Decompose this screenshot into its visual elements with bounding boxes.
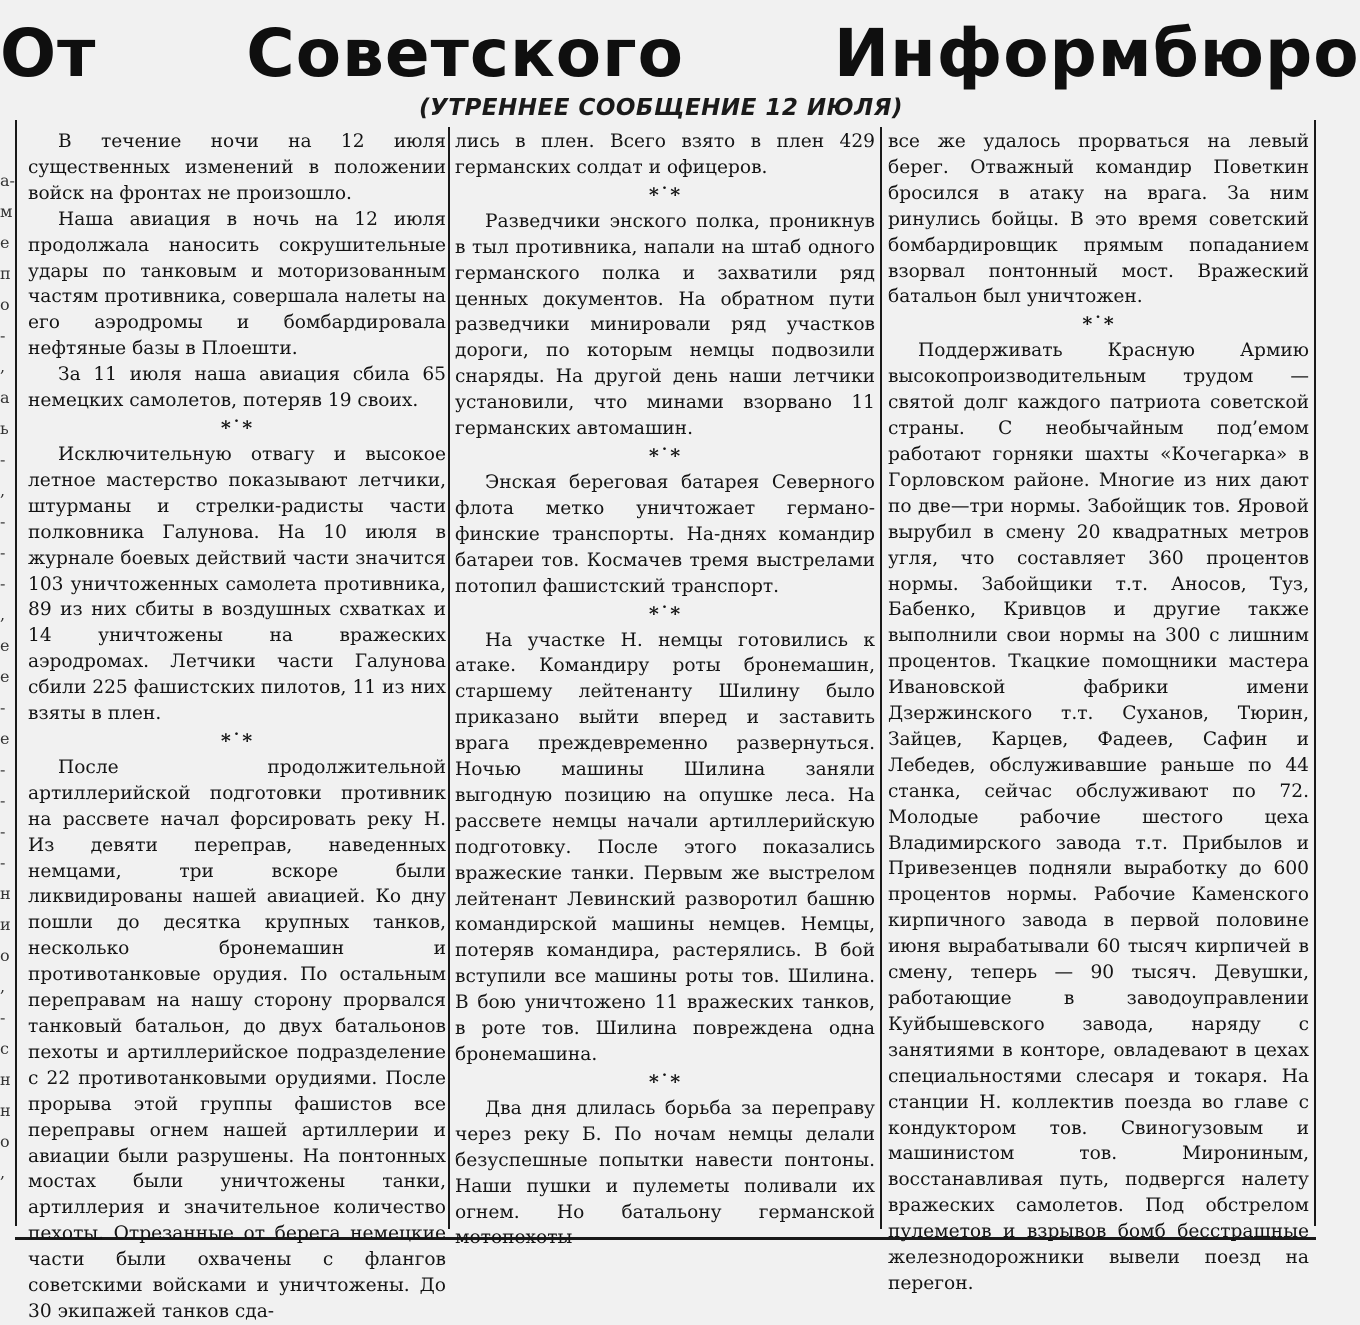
article-paragraph: Поддерживать Красную Армию высокопроизводительным трудом — святой долг каждого патриота советской страны. С необычайным под’емом работают горняки шахты «Кочегарка» в Горловском районе. Многие из них дают по две—три нормы. Забойщик тов. Яровой вырубил в смену 20 квадратных метров угля, что составляет 360 процентов нормы. Забойщики т.т. Аносов, Туз, Бабенко, Кривцов и другие также выполнили свои нормы на 300 с лишним процентов. Ткацкие помощники мастера Ивановской фабрики имени Дзержинского т.т. Суханов, Тюрин, Зайцев, Карцев, Фадеев, Сафин и Лебедев, обслуживавшие раньше по 44 станка, сейчас обслуживают по 72. Молодые рабочие шестого цеха Владимирского завода т.т. Прибылов и Привезенцев подняли выработку до 600 процентов нормы. Рабочие Каменского кирпичного завода в первой половине июня вырабатывали 60 тысяч кирпичей в смену, теперь — 90 тысяч. Девушки, работающие в заводоуправлении Куйбышевского завода, наряду с занятиями в конторе, овладевают в цехах специальностями слесаря и токаря. На станции Н. коллектив поезда во главе с кондуктором тов. Свиногузовым и машинистом тов. Мирониным, восстанавливая путь, подвергся налету вражеских самолетов. Под обстрелом пулеметов и взрывов бомб бесстрашные железнодорожники вывели поезд на перегон. [888,340,1309,1294]
headline: От Советского Информбюро [0,15,1360,92]
section-separator: *˙* [220,729,254,752]
section-separator: *˙* [648,602,682,625]
section-separator: *˙* [220,416,254,439]
section-separator: *˙* [648,183,682,206]
article-paragraph: лись в плен. Всего взято в плен 429 германских солдат и офицеров. [455,131,875,178]
section-separator: *˙* [648,1070,682,1093]
article-paragraph: Разведчики энского полка, проникнув в тыл противника, напали на штаб одного германского полка и захватили ряд ценных документов. На обратном пути разведчики минировали ряд участков дороги, по которым немцы подвозили снаряды. На другой день наши летчики установили, что минами взорвано 11 германских автомашин. [455,210,875,440]
column-2 [455,129,875,1249]
article-paragraph: Исключительную отвагу и высокое летное мастерство показывают летчики, штурманы и стрелки-радисты части полковника Галунова. На 10 июля в журнале боевых действий части значится 103 уничтоженных самолета противника, 89 из них сбиты в воздушных схватках и 14 уничтожены на вражеских аэродромах. Летчики части Галунова сбили 225 фашистских пилотов, 11 из них взяты в плен. [28,443,446,725]
article-paragraph: Энская береговая батарея Северного флота метко уничтожает германо-финские транспорты. На-днях командир батареи тов. Космачев тремя выстрелами потопил фашистский транспорт. [455,471,875,597]
article-paragraph: Два дня длилась борьба за переправу через реку Б. По ночам немцы делали безуспешные попытки навести понтоны. Наши пушки и пулеметы поливали их огнем. Но батальону германской мотопехоты [455,1097,875,1249]
column-1 [28,129,446,1322]
section-separator: *˙* [1082,313,1115,336]
article-paragraph: За 11 июля наша авиация сбила 65 немецких самолетов, потеряв 19 своих. [28,364,446,412]
left-margin-fragments: а- м е п о - , а ь - , - - - , е е - е - - - - н и о , - с н н о , [0,171,15,1182]
column-rule-1 [448,127,450,1229]
article-paragraph: На участке Н. немцы готовились к атаке. Командиру роты бронемашин, старшему лейтенанту Шилину было приказано выйти вперед и заставить врага преждевременно развернуться. Ночью машины Шилина заняли выгодную позицию на опушке леса. На рассвете немцы начали артиллерийскую подготовку. После этого показались вражеские танки. Первым же выстрелом лейтенант Левинский разворотил башню командирской машины немцев. Немцы, потеряв командира, растерялись. В бой вступили все машины роты тов. Шилина. В бою уничтожено 11 вражеских танков, в роте тов. Шилина повреждена одна бронемашина. [455,629,875,1065]
article-paragraph: После продолжительной артиллерийской подготовки противник на рассвете начал форсировать реку Н. Из девяти переправ, наведенных немцами, три вскоре были ликвидированы нашей авиацией. Ко дну пошли до десятка крупных танков, несколько бронемашин и противотанковые орудия. По остальным переправам на нашу сторону прорвался танковый батальон, до двух батальонов пехоты и артиллерийское подразделение с 22 противотанковыми орудиями. После прорыва этой группы фашистов все переправы огнем нашей артиллерии и авиации были разрушены. На понтонных мостах были уничтожены танки, артиллерия и значительное количество пехоты. Отрезанные от берега немецкие части были охвачены с флангов советскими войсками и уничтожены. До 30 экипажей танков сда- [28,756,446,1322]
subheadline: (УТРЕННЕЕ СООБЩЕНИЕ 12 ИЮЛЯ) [419,95,903,121]
right-border-rule [1314,120,1316,1226]
article-paragraph: Наша авиация в ночь на 12 июля продолжала наносить сокрушительные удары по танковым и моторизованным частям противника, совершала налеты на его аэродромы и бомбардировала нефтяные базы в Плоешти. [28,208,446,360]
column-rule-2 [880,127,882,1229]
article-paragraph: В течение ночи на 12 июля существенных изменений в положении войск на фронтах не произошло. [28,131,446,204]
column-3 [888,129,1309,1294]
section-separator: *˙* [648,444,682,467]
article-paragraph: все же удалось прорваться на левый берег. Отважный командир Поветкин бросился в атаку на врага. За ним ринулись бойцы. В это время советский бомбардировщик прямым попаданием взорвал понтонный мост. Вражеский батальон был уничтожен. [888,131,1309,308]
left-border-rule [15,120,17,1226]
